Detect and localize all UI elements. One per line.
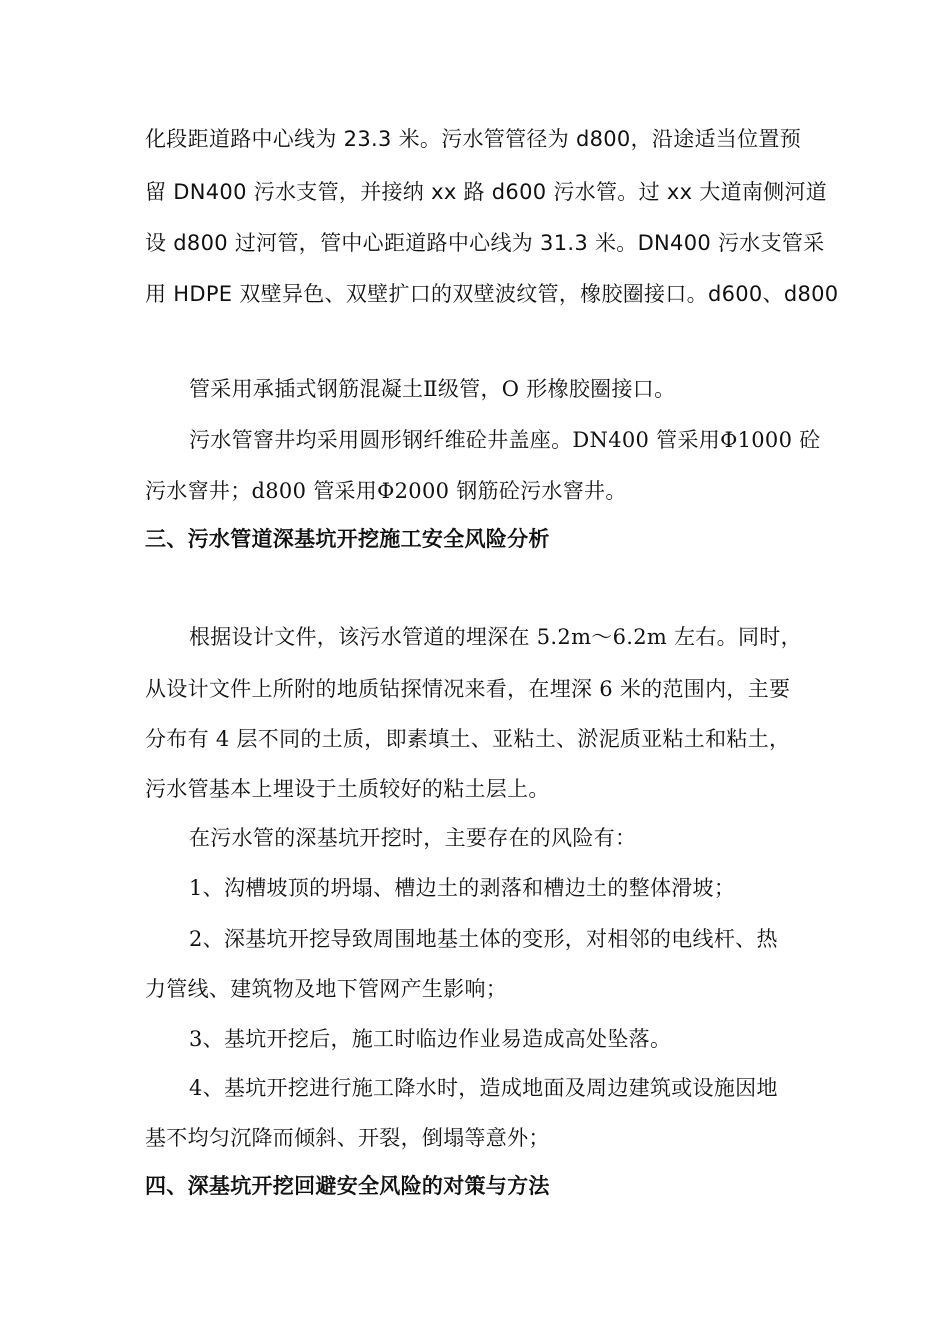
section-heading: 四、深基坑开挖回避安全风险的对策与方法 [145, 1174, 550, 1198]
paragraph-line: 分布有 4 层不同的土质，即素填土、亚粘土、淤泥质亚粘土和粘土， [145, 727, 791, 751]
paragraph-line: 化段距道路中心线为 23.3 米。污水管管径为 d800，沿途适当位置预 [145, 127, 801, 151]
section-heading: 三、污水管道深基坑开挖施工安全风险分析 [145, 527, 550, 551]
list-item: 3、基坑开挖后，施工时临边作业易造成高处坠落。 [189, 1027, 672, 1051]
paragraph-line: 污水管窨井均采用圆形钢纤维砼井盖座。DN400 管采用Φ1000 砼 [189, 428, 821, 452]
paragraph-line: 根据设计文件，该污水管道的埋深在 5.2m～6.2m 左右。同时， [189, 625, 802, 649]
paragraph-line: 留 DN400 污水支管，并接纳 xx 路 d600 污水管。过 xx 大道南侧河道 [145, 180, 828, 204]
paragraph-line: 在污水管的深基坑开挖时，主要存在的风险有： [189, 826, 637, 850]
list-item-continuation: 力管线、建筑物及地下管网产生影响； [145, 977, 508, 1001]
paragraph-line: 污水管基本上埋设于土质较好的粘土层上。 [145, 777, 550, 801]
paragraph-line: 污水窨井；d800 管采用Φ2000 钢筋砼污水窨井。 [145, 479, 627, 503]
paragraph-line: 管采用承插式钢筋混凝土Ⅱ级管，O 形橡胶圈接口。 [189, 377, 676, 401]
paragraph-line: 设 d800 过河管，管中心距道路中心线为 31.3 米。DN400 污水支管采 [145, 231, 825, 255]
paragraph-line: 从设计文件上所附的地质钻探情况来看，在埋深 6 米的范围内，主要 [145, 677, 791, 701]
list-item-continuation: 基不均匀沉降而倾斜、开裂，倒塌等意外； [145, 1126, 550, 1150]
paragraph-line: 用 HDPE 双壁异色、双壁扩口的双壁波纹管，橡胶圈接口。d600、d800 [145, 282, 839, 306]
list-item: 1、沟槽坡顶的坍塌、槽边土的剥落和槽边土的整体滑坡； [189, 876, 736, 900]
list-item: 2、深基坑开挖导致周围地基土体的变形，对相邻的电线杆、热 [189, 927, 778, 951]
list-item: 4、基坑开挖进行施工降水时，造成地面及周边建筑或设施因地 [189, 1076, 778, 1100]
